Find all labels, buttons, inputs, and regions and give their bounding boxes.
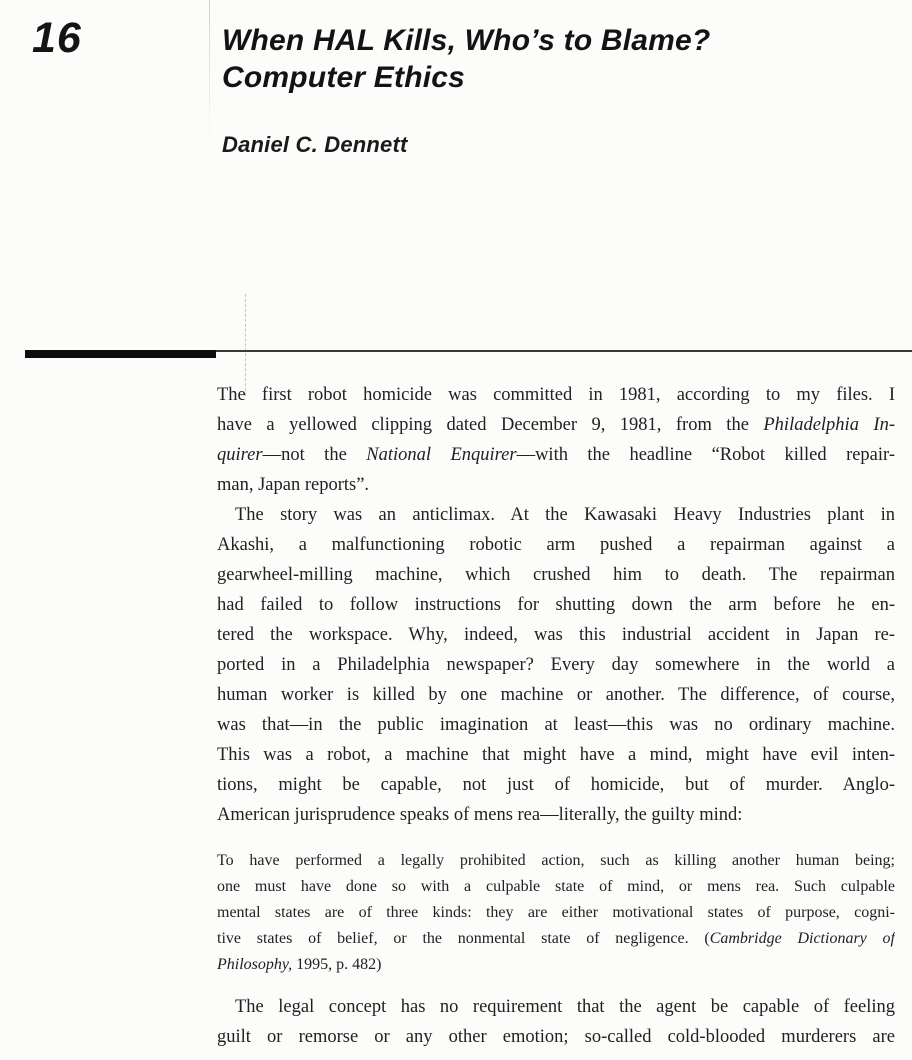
chapter-title-line-1: When HAL Kills, Who’s to Blame? [222, 24, 711, 57]
text-line: The first robot homicide was committed in 1981, according to my files. I [217, 385, 895, 405]
text-line: The story was an anticlimax. At the Kawasaki Heavy Industries plant in [235, 505, 895, 525]
text-line: man, Japan reports”. [217, 475, 370, 495]
text-line: mental states are of three kinds: they are either motivational states of purpose, cogni- [217, 904, 895, 921]
block-quote [217, 848, 895, 978]
scan-artifact-vertical-line [209, 0, 210, 145]
text-line: have a yellowed clipping dated December 9, 1981, from the Philadelphia In- [217, 415, 895, 435]
text-line: The legal concept has no requirement that the agent be capable of feeling [235, 997, 895, 1017]
section-rule-thick [25, 350, 216, 358]
text-line: To have performed a legally prohibited action, such as killing another human being; [217, 852, 895, 869]
text-line: tive states of belief, or the nonmental state of negligence. (Cambridge Dictionary of [217, 930, 895, 947]
text-line: one must have done so with a culpable state of mind, or mens rea. Such culpable [217, 878, 895, 895]
text-line: quirer—not the National Enquirer—with the headline “Robot killed repair- [217, 445, 895, 465]
chapter-number: 16 [32, 14, 82, 62]
text-line: tions, might be capable, not just of homicide, but of murder. Anglo- [217, 775, 895, 795]
paragraph [217, 380, 895, 500]
text-line: guilt or remorse or any other emotion; so-called cold-blooded murderers are [217, 1027, 895, 1047]
section-rule-thin [216, 350, 912, 352]
paragraph [217, 500, 895, 830]
body-text-column [217, 380, 895, 1052]
text-line: American jurisprudence speaks of mens rea—literally, the guilty mind: [217, 805, 743, 825]
paragraph [217, 992, 895, 1052]
text-line: tered the workspace. Why, indeed, was this industrial accident in Japan re- [217, 625, 895, 645]
text-line: ported in a Philadelphia newspaper? Every day somewhere in the world a [217, 655, 895, 675]
text-line: was that—in the public imagination at least—this was no ordinary machine. [217, 715, 895, 735]
text-line: This was a robot, a machine that might have a mind, might have evil inten- [217, 745, 895, 765]
text-line: Philosophy, 1995, p. 482) [217, 956, 382, 973]
text-line: gearwheel-milling machine, which crushed him to death. The repairman [217, 565, 895, 585]
author-name: Daniel C. Dennett [222, 132, 408, 157]
text-line: Akashi, a malfunctioning robotic arm pushed a repairman against a [217, 535, 895, 555]
chapter-title [222, 22, 710, 96]
text-line: human worker is killed by one machine or another. The difference, of course, [217, 685, 895, 705]
chapter-title-line-2: Computer Ethics [222, 61, 466, 94]
text-line: had failed to follow instructions for shutting down the arm before he en- [217, 595, 895, 615]
